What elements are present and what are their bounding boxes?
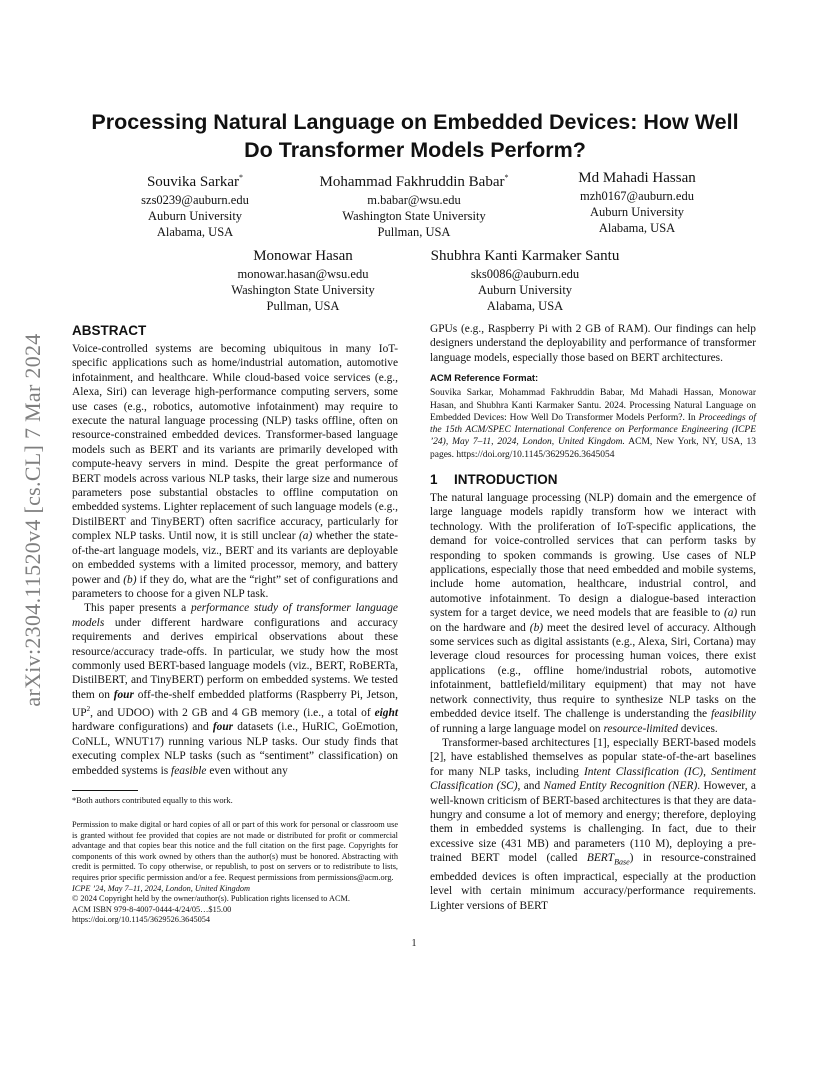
author-name: Shubhra Kanti Karmaker Santu xyxy=(430,248,620,264)
arxiv-sidebar xyxy=(18,290,48,750)
author-block xyxy=(405,246,645,314)
abstract-paragraph: Voice-controlled systems are becoming ubiquitous in many IoT-specific applications such as home/industrial automation, automotive infotainment, and healthcare. While cloud-based voice services (e.g., Alexa, Siri) can leverage high-performance computing servers, some use cases (e.g., robotics, automotive infotainment) may require to execute the natural language processing (NLP) tasks offline, often on resource-constrained embedded devices. Transformer-based language models such as BERT and its variants are primarily developed with compute-heavy servers in mind. Despite the great performance of BERT models across various NLP tasks, their large size and numerous parameters pose substantial obstacles to offline computation on embedded systems. Lighter replacement of such language models (e.g., DistilBERT and TinyBERT) often sacrifice accuracy, particularly for complex NLP tasks. Until now, it is still unclear (a) whether the state-of-the-art language models, viz., BERT and its variants are deployable on embedded systems with a limited processor, memory, and battery power and (b) if they do, what are the “right” set of configurations and parameters to choose for a given NLP task. xyxy=(72,343,399,600)
right-column xyxy=(430,322,756,913)
author-affiliation: Washington State University xyxy=(342,209,486,223)
left-column xyxy=(72,322,398,926)
author-affiliation: Washington State University xyxy=(231,283,375,297)
author-block xyxy=(294,168,534,240)
arxiv-identifier: arXiv:2304.11520v4 [cs.CL] 7 Mar 2024 xyxy=(20,333,45,707)
section-title: INTRODUCTION xyxy=(454,472,558,487)
author-email[interactable]: m.babar@wsu.edu xyxy=(367,193,461,207)
equal-contribution-mark: * xyxy=(504,173,509,182)
paper-title xyxy=(70,108,760,164)
abstract-paragraph: This paper presents a performance study of transformer language models under different hardware configurations and accuracy requirements and derives empirical observations about these resource/accuracy trade-offs. In particular, we study how the most commonly used BERT-based language models (viz., BERT, RoBERTa, DistilBERT, and TinyBERT) perform on embedded systems. We tested them on four off-the-shelf embedded platforms (Raspberry Pi, Jetson, $UP^2$, and UDOO) with 2 GB and 4 GB memory (i.e., a total of eight hardware configurations) and four datasets (i.e., HuRIC, GoEmotion, CoNLL, WNUT17) running various NLP tasks. Our study finds that executing complex NLP tasks (such as “sentiment” classification) on embedded systems is feasible even without any xyxy=(72,602,399,777)
footnote-rule xyxy=(72,790,138,791)
isbn-line: ACM ISBN 979-8-4007-0444-4/24/05…$15.00 xyxy=(72,904,232,914)
permission-text: Permission to make digital or hard copies of all or part of this work for personal or classroom use is granted without fee provided that copies are not made or distributed for profit or commercial advantage and that copies bear this notice and the full citation on the first page. Copyrights for components of this work owned by others than the author(s) must be honored. Abstracting with credit is permitted. To copy otherwise, or republish, to post on servers or to redistribute to lists, requires prior specific permission and/or a fee. Request permissions from permissions@acm.org. xyxy=(72,819,398,882)
equal-contribution-footnote: *Both authors contributed equally to this work. xyxy=(72,794,233,805)
author-affiliation: Auburn University xyxy=(147,209,243,223)
author-location: Pullman, USA xyxy=(266,299,340,313)
intro-paragraph: The natural language processing (NLP) domain and the emergence of large language models rapidly transform how we interact with technology. With the proliferation of IoT-specific applications, the demand for voice-controlled services that can perform tasks by responding to spoken commands is growing. Use cases of NLP applications, especially those that need embedded and mobile systems, include home automation, healthcare, industrial control, and automotive infotainment. To design a dialogue-based interaction system for a target device, we need models that are feasible to (a) run on the hardware and (b) meet the desired level of accuracy. Although some services such as digital assistants (e.g., Alexa, Siri, Cortana) may leverage cloud resources for processing human voices, there exist applications (e.g., offline home/industrial robots, automotive infotainment, battlefield/military equipment) that may not have network connectivity, thus require to synthesize NLP tasks on the embedded device itself. The challenge is understanding the feasibility of running a large language model on resource-limited devices. xyxy=(430,492,757,735)
author-location: Alabama, USA xyxy=(486,299,564,313)
page-number: 1 xyxy=(411,938,417,949)
author-name: Md Mahadi Hassan xyxy=(578,170,696,186)
permission-block xyxy=(72,820,398,926)
author-affiliation: Auburn University xyxy=(589,205,685,219)
abstract-heading: ABSTRACT xyxy=(72,323,147,338)
author-email[interactable]: monowar.hasan@wsu.edu xyxy=(237,267,369,281)
author-block xyxy=(517,168,757,236)
author-block xyxy=(183,246,423,314)
author-name: Monowar Hasan xyxy=(253,248,353,264)
section-number: 1 xyxy=(430,472,438,487)
author-block xyxy=(75,168,315,240)
intro-paragraph: Transformer-based architectures [1], especially BERT-based models [2], have established themselves as popular state-of-the-art baselines for many NLP tasks, including Intent Classification (IC), Sentiment Classification (SC), and Named Entity Recognition (NER). However, a well-known criticism of BERT-based architectures is that they are data-hungry and consume a lot of memory and energy; therefore, deploying them in embedded systems is challenging. In fact, due to their excessive size (431 MB) and parameters (110 M), deploying a pre-trained BERT model (called $BERT_{Base}$) in resource-constrained embedded devices is often impractical, especially at the production level with certain minimum accuracy/performance requirements. Lighter versions of BERT xyxy=(430,736,757,912)
equal-contribution-mark: * xyxy=(239,173,244,182)
author-location: Alabama, USA xyxy=(156,225,234,239)
title-line-2: Do Transformer Models Perform? xyxy=(244,138,586,162)
author-affiliation: Auburn University xyxy=(477,283,573,297)
doi-link[interactable]: https://doi.org/10.1145/3629526.3645054 xyxy=(72,915,211,925)
author-location: Alabama, USA xyxy=(598,221,676,235)
author-email[interactable]: sks0086@auburn.edu xyxy=(470,267,580,281)
author-name: Souvika Sarkar xyxy=(146,174,240,190)
author-name: Mohammad Fakhruddin Babar xyxy=(319,174,505,190)
venue-line: ICPE ’24, May 7–11, 2024, London, United Kingdom xyxy=(72,883,250,893)
author-location: Pullman, USA xyxy=(377,225,451,239)
reference-format-heading: ACM Reference Format: xyxy=(430,373,539,385)
copyright-line: © 2024 Copyright held by the owner/author(s). Publication rights licensed to ACM. xyxy=(72,894,350,904)
reference-format-body: Souvika Sarkar, Mohammad Fakhruddin Babar, Md Mahadi Hassan, Monowar Hasan, and Shubhra Kanti Karmaker Santu. 2024. Processing Natural Language on Embedded Devices: How Well Do Transformer Models Perform?. In Proceedings of the 15th ACM/SPEC International Conference on Performance Engineering (ICPE ’24), May 7–11, 2024, London, United Kingdom. ACM, New York, NY, USA, 13 pages. https://doi.org/10.1145/3629526.3645054 xyxy=(430,388,757,460)
title-line-1: Processing Natural Language on Embedded Devices: How Well xyxy=(91,110,739,134)
author-email[interactable]: szs0239@auburn.edu xyxy=(141,193,249,207)
abstract-continuation: GPUs (e.g., Raspberry Pi with 2 GB of RAM). Our findings can help designers understand the deployability and performance of transformer language models, especially those based on BERT architectures. xyxy=(430,323,756,364)
author-email[interactable]: mzh0167@auburn.edu xyxy=(580,189,694,203)
introduction-heading xyxy=(430,471,756,489)
